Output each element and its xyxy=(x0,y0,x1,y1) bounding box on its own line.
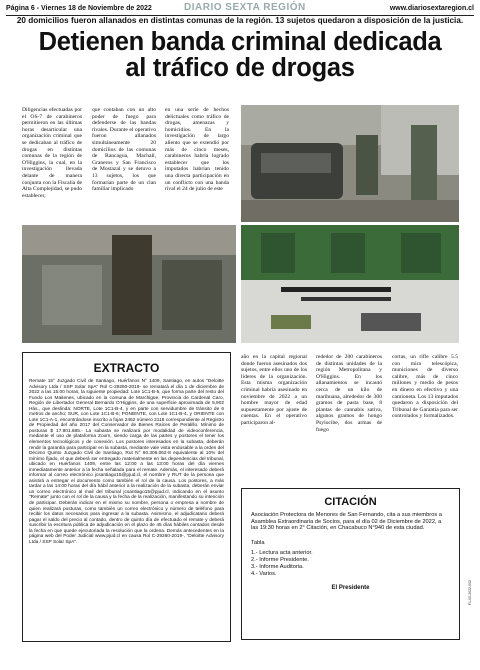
citacion-signature: El Presidente xyxy=(331,585,370,592)
article-column-2: que contaban con un alto poder de fuego para defenderse de las bandas rivales. Durante el operativo fueron allanados simultáneamente 20 domicilios de las comunas de Rancagua, Machalí, Graneros y San Francisco de Mostazal y se detuvo a 13 sujetos, los que formarían parte de un clan familiar implicado xyxy=(92,107,156,193)
seized-items-photo xyxy=(241,225,459,343)
agenda-item: 1.- Lectura acta anterior. xyxy=(251,550,313,557)
citacion-title: CITACIÓN xyxy=(324,496,377,508)
newspaper-name: DIARIO SEXTA REGIÓN xyxy=(184,2,306,13)
detainees-photo xyxy=(22,225,236,343)
article-column-3: en una serie de hechos delictuales como tráfico de drogas, amenazas y homicidios. En la investigación de largo aliento que se extendió por más de cinco meses, carabineros habría logrado establecer que los imputados habrían tenido una directa participación en un conflicto con una banda rival el 24 de julio de este xyxy=(165,107,229,193)
headline-line-2: al tráfico de drogas xyxy=(125,54,355,82)
agenda-item: 4.- Varios. xyxy=(251,571,277,578)
agenda-item: 2.- Informe Presidente. xyxy=(251,557,309,564)
extracto-body: Remate 15° Juzgado Civil de Santiago, Huérfanos N° 1409, Santiago, en autos "Deloitte Advisory Ltda / SSP Solar SpA" Rol C-29260-2019- se rematará el día 1 de diciembre de 2022 a las 15:00 horas, la siguiente propiedad: Lote 1C1-B-5, que forma parte del resto del Fundo Los Maitenes, ubicado en la comuna de Marchigüe, Provincia de Cardenal Caro, Región de Libertador General Bernardo O'Higgins, de una superficie aproximada de 5,902 Hás., que deslinda: NORTE, Lote 1C1-B-4, y en parte con servidumbre de tránsito de 6 metros de ancho; SUR, con Lote 1C1-B-6; PONIENTE, con Lote 1C1-B-4, y ORIENTE con Lote 1C1-A-1, encontrándose inscrito a fojas 2462 número 2118 correspondiente al Registro de Propiedad del año 2017 del Conservador de Bienes Raíces de Peralillo. Mínimo de posturas $ 17.901.685.- La subasta se realizará por modalidad de videoconferencia, mediante el uso de plataforma Zoom, siendo carga de las partes y postores el tener los elementos tecnológicos y de conexión. Los postores interesados en la subasta, deberán rendir la garantía para participar en la subasta, mediante vale vista endosable a la orden del Décimo Quinto Juzgado Civil de Santiago, Rut N° 60.306.062-8 equivalente al 10% del mínimo fijado, el que deberá ser entregado materialmente en las dependencias del tribunal, ubicado en Huérfanos 1409, entre las 12:00 a las 13:00 horas del día viernes inmediatamente anterior a la fecha señalada para el remate. Además, el interesado deberá informar al correo electrónico jcsantiago15@pjud.cl, el nombre y RUT de la persona que asistirá a entregar el documento como también el rol de la causa. Los postores, a más tardar a las 14:00 horas del día hábil anterior a la realización de la subasta, deberán enviar un correo electrónico al mail del tribunal jcsantiago15@pjud.cl, indicando en el asunto "Remate" junto con el rol de la causa y la fecha de la realización, manifestando su intención de participar. Deberán indicar en el mismo su nombre, persona o empresa a nombre de quien realizará posturas, como también un correo electrónico y número de teléfono para recibir los datos necesarios para ingresar a la subasta. Asimismo, el adjudicatario deberá pagar el saldo del precio al contado, dentro de quinto día de efectuado el remate y deberá suscribir la escritura pública de adjudicación en el plazo de 45 días hábiles contados desde la fecha en que quede ejecutoriada la resolución que la ordena. Demás antecedentes en la página web del Poder Judicial www.pjud.cl en causa Rol C-29260-2019-, "Deloitte Advisory Ltda / SSP Solar SpA". xyxy=(29,379,224,545)
article-column-5: rededor de 200 carabineros de distintas unidades de la región Metropolitana y O'Higgins. En los allanamientos se incautó cerca de un kilo de marihuana, alrededor de 300 gramos de pasta base, 8 plantas de cannabis sativa, algunos gramos de hongo Psylocibe, dos armas de fuego xyxy=(316,354,382,433)
agenda-item: 3.- Informe Auditoria. xyxy=(251,564,304,571)
page-header xyxy=(6,2,474,16)
citacion-body: Asociación Protectora de Menores de San Fernando, cita a sus miembros a Asamblea Extraordinaria de Socios, para el día 02 de Diciembre de 2022, a las 19:30 horas en 2° Citación, en Chacabuco N°940 de esta ciudad. xyxy=(251,512,442,532)
article-column-1: Diligencias efectuadas por el OS-7 de carabineros permitieron en las últimas horas desarticular una organización criminal que se dedicaban al tráfico de drogas en distintas comunas de la región de O'Higgins, la cual, en la investigación llevada delante de manera conjunta con la Fiscalía de Alta Complejidad, se pudo establecer, xyxy=(22,107,82,199)
citacion-agenda xyxy=(242,550,459,578)
page-date: Página 6 - Viernes 18 de Noviembre de 2022 xyxy=(6,5,152,12)
citacion-notice xyxy=(241,488,460,640)
article-column-6: cortas, un rifle calibre 5.5 con mira telescópica, municiones de diverso calibre, más de cinco millones y medio de pesos en dinero en efectivo y una camioneta. Los 13 imputados quedaron a disposición del Tribunal de Garantía para ser controlados y formalizados. xyxy=(392,354,458,420)
side-code: P1-05-2022-002 xyxy=(468,580,472,606)
extracto-title: EXTRACTO xyxy=(93,361,160,375)
extracto-notice xyxy=(22,352,231,642)
raid-photo xyxy=(241,105,459,222)
headline-line-1: Detienen banda criminal dedicada xyxy=(38,28,442,56)
citacion-tabla-label: Tabla xyxy=(251,540,265,547)
website-link[interactable]: www.diariosextaregion.cl xyxy=(389,5,474,12)
article-kicker: 20 domicilios fueron allanados en distintas comunas de la región. 13 sujetos quedaron a disposición de la justicia. xyxy=(16,16,464,25)
article-headline xyxy=(0,29,480,81)
article-column-4: año en la capital regional donde fueron asesinados dos sujetos, entre ellos uno de los líderes de la organización. Esta misma organización criminal habría asesinado en noviembre de 2022 a un hombre mayor de edad supuestamente por ajuste de cuentas. En el operativo participaron al- xyxy=(241,354,307,426)
